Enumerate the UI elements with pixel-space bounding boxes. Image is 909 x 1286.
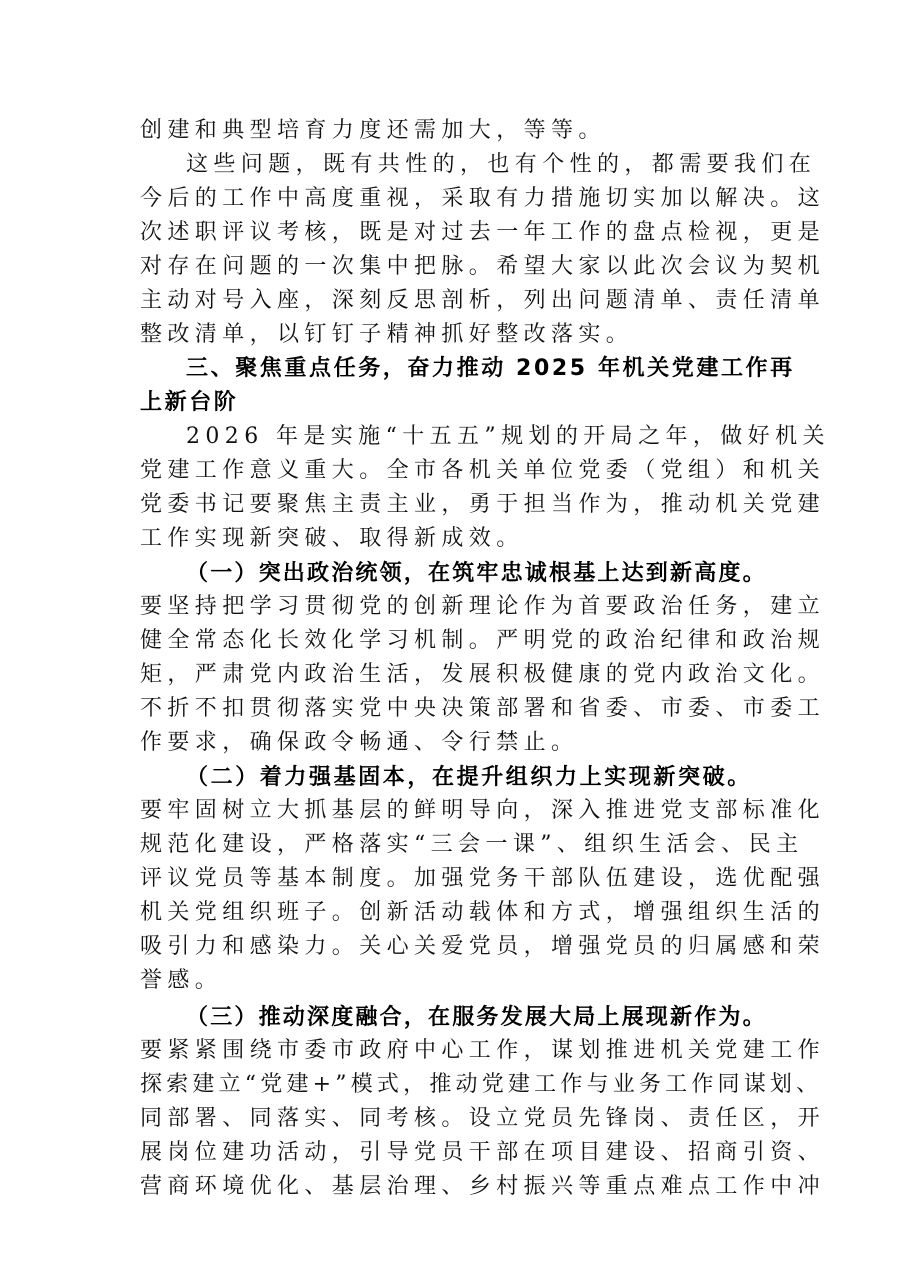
text-line: 展岗位建功活动，引导党员干部在项目建设、招商引资、 (140, 1140, 826, 1165)
text-line: 工作实现新突破、取得新成效。 (140, 526, 524, 551)
section-heading-3-continued: 上新台阶 (140, 390, 239, 415)
subheading-2: （二）着力强基固本，在提升组织力上实现新突破。 (186, 764, 752, 790)
text-line: 吸引力和感染力。关心关爱党员，增强党员的归属感和荣 (140, 934, 826, 959)
text-line: 整改清单，以钉钉子精神抓好整改落实。 (140, 322, 634, 347)
subheading-3: （三）推动深度融合，在服务发展大局上展现新作为。 (186, 1004, 767, 1030)
text-line: 次述职评议考核，既是对过去一年工作的盘点检视，更是 (140, 220, 826, 245)
text-line: 要坚持把学习贯彻党的创新理论作为首要政治任务，建立 (140, 594, 826, 619)
text-line: 健全常态化长效化学习机制。严明党的政治纪律和政治规 (140, 628, 826, 653)
subheading-1: （一）突出政治统领，在筑牢忠诚根基上达到新高度。 (186, 560, 767, 586)
text-line: 要牢固树立大抓基层的鲜明导向，深入推进党支部标准化 (140, 798, 826, 823)
text-line: 评议党员等基本制度。加强党务干部队伍建设，选优配强 (140, 866, 826, 891)
paragraph-start-line: 这些问题，既有共性的，也有个性的，都需要我们在 (186, 152, 817, 177)
text-line: 规范化建设，严格落实“三会一课”、组织生活会、民主 (140, 832, 804, 857)
text-line: 要紧紧围绕市委市政府中心工作，谋划推进机关党建工作 (140, 1038, 826, 1063)
text-line: 今后的工作中高度重视，采取有力措施切实加以解决。这 (140, 186, 826, 211)
text-line: 主动对号入座，深刻反思剖析，列出问题清单、责任清单 (140, 288, 826, 313)
paragraph-start-line: 2026 年是实施“十五五”规划的开局之年，做好机关 (186, 424, 830, 449)
text-line: 机关党组织班子。创新活动载体和方式，增强组织生活的 (140, 900, 826, 925)
text-line: 党建工作意义重大。全市各机关单位党委（党组）和机关 (140, 458, 826, 483)
text-line: 营商环境优化、基层治理、乡村振兴等重点难点工作中冲 (140, 1174, 826, 1199)
text-line: 不折不扣贯彻落实党中央决策部署和省委、市委、市委工 (140, 696, 826, 721)
text-line: 誉感。 (140, 968, 223, 993)
text-line: 探索建立“党建+”模式，推动党建工作与业务工作同谋划、 (140, 1072, 823, 1097)
text-line: 矩，严肃党内政治生活，发展积极健康的党内政治文化。 (140, 662, 826, 687)
text-line: 作要求，确保政令畅通、令行禁止。 (140, 730, 579, 755)
text-line: 同部署、同落实、同考核。设立党员先锋岗、责任区，开 (140, 1106, 826, 1131)
section-heading-3: 三、聚焦重点任务，奋力推动 2025 年机关党建工作再 (186, 356, 795, 381)
text-line: 党委书记要聚焦主责主业，勇于担当作为，推动机关党建 (140, 492, 826, 517)
text-line: 对存在问题的一次集中把脉。希望大家以此次会议为契机 (140, 254, 826, 279)
text-line: 创建和典型培育力度还需加大，等等。 (140, 118, 606, 143)
